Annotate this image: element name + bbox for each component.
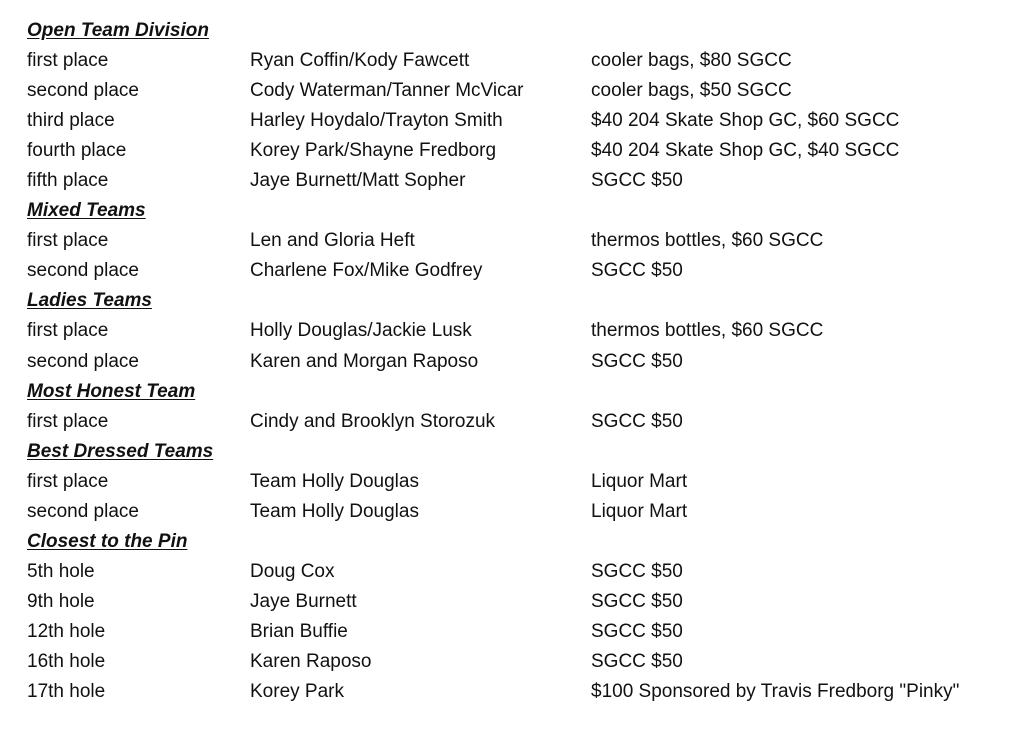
result-row xyxy=(27,166,1017,196)
place-label: first place xyxy=(27,410,109,432)
team-name: Team Holly Douglas xyxy=(250,470,419,492)
team-name: Korey Park/Shayne Fredborg xyxy=(250,140,497,162)
prize-text: SGCC $50 xyxy=(591,410,683,432)
team-name: Karen and Morgan Raposo xyxy=(250,350,479,372)
place-label: fifth place xyxy=(27,170,109,192)
place-label: 16th hole xyxy=(27,650,106,672)
section-heading-best-dressed-teams: Best Dressed Teams xyxy=(27,440,214,462)
team-name: Karen Raposo xyxy=(250,650,372,672)
team-name: Charlene Fox/Mike Godfrey xyxy=(250,260,483,282)
prize-text: SGCC $50 xyxy=(591,650,683,672)
place-label: second place xyxy=(27,350,139,372)
section-heading-open-team-division: Open Team Division xyxy=(27,20,209,41)
result-row xyxy=(27,76,1017,106)
section-heading-mixed-teams: Mixed Teams xyxy=(27,200,146,222)
section-heading-most-honest-team: Most Honest Team xyxy=(27,380,196,402)
prize-text: SGCC $50 xyxy=(591,260,683,282)
result-row xyxy=(27,347,1017,377)
result-row xyxy=(27,106,1017,136)
team-name: Doug Cox xyxy=(250,560,335,582)
team-name: Jaye Burnett xyxy=(250,590,357,612)
place-label: first place xyxy=(27,470,109,492)
team-name: Korey Park xyxy=(250,681,344,703)
prize-text: SGCC $50 xyxy=(591,590,683,612)
prize-text: thermos bottles, $60 SGCC xyxy=(591,230,824,252)
prize-text: $40 204 Skate Shop GC, $40 SGCC xyxy=(591,140,900,162)
team-name: Brian Buffie xyxy=(250,620,348,642)
place-label: second place xyxy=(27,500,139,522)
result-row xyxy=(27,617,1017,647)
prize-text: cooler bags, $50 SGCC xyxy=(591,80,792,102)
result-row xyxy=(27,46,1017,76)
section-heading-ladies-teams: Ladies Teams xyxy=(27,290,152,312)
prize-text: Liquor Mart xyxy=(591,470,688,492)
team-name: Jaye Burnett/Matt Sopher xyxy=(250,170,466,192)
prize-text: SGCC $50 xyxy=(591,620,683,642)
prize-text: SGCC $50 xyxy=(591,170,683,192)
result-row xyxy=(27,467,1017,497)
result-row xyxy=(27,677,1017,707)
result-row xyxy=(27,407,1017,437)
team-name: Cody Waterman/Tanner McVicar xyxy=(250,80,524,102)
result-row xyxy=(27,647,1017,677)
results-document xyxy=(27,16,1017,707)
result-row xyxy=(27,136,1017,166)
prize-text: cooler bags, $80 SGCC xyxy=(591,50,792,72)
place-label: 9th hole xyxy=(27,590,95,612)
place-label: first place xyxy=(27,320,109,342)
place-label: third place xyxy=(27,110,115,132)
result-row xyxy=(27,557,1017,587)
prize-text: $100 Sponsored by Travis Fredborg "Pinky" xyxy=(591,681,960,703)
prize-text: thermos bottles, $60 SGCC xyxy=(591,320,824,342)
prize-text: Liquor Mart xyxy=(591,500,688,522)
team-name: Team Holly Douglas xyxy=(250,500,419,522)
place-label: second place xyxy=(27,260,139,282)
result-row xyxy=(27,587,1017,617)
place-label: first place xyxy=(27,230,109,252)
prize-text: $40 204 Skate Shop GC, $60 SGCC xyxy=(591,110,900,132)
prize-text: SGCC $50 xyxy=(591,560,683,582)
place-label: 5th hole xyxy=(27,560,95,582)
team-name: Harley Hoydalo/Trayton Smith xyxy=(250,110,503,132)
team-name: Len and Gloria Heft xyxy=(250,230,415,252)
team-name: Holly Douglas/Jackie Lusk xyxy=(250,320,472,342)
place-label: 17th hole xyxy=(27,681,106,703)
place-label: fourth place xyxy=(27,140,127,162)
result-row xyxy=(27,497,1017,527)
place-label: first place xyxy=(27,50,109,72)
place-label: second place xyxy=(27,80,139,102)
section-heading-closest-to-the-pin: Closest to the Pin xyxy=(27,530,188,552)
place-label: 12th hole xyxy=(27,620,106,642)
prize-text: SGCC $50 xyxy=(591,350,683,372)
team-name: Ryan Coffin/Kody Fawcett xyxy=(250,50,470,72)
team-name: Cindy and Brooklyn Storozuk xyxy=(250,410,496,432)
result-row xyxy=(27,256,1017,286)
result-row xyxy=(27,226,1017,256)
result-row xyxy=(27,316,1017,346)
